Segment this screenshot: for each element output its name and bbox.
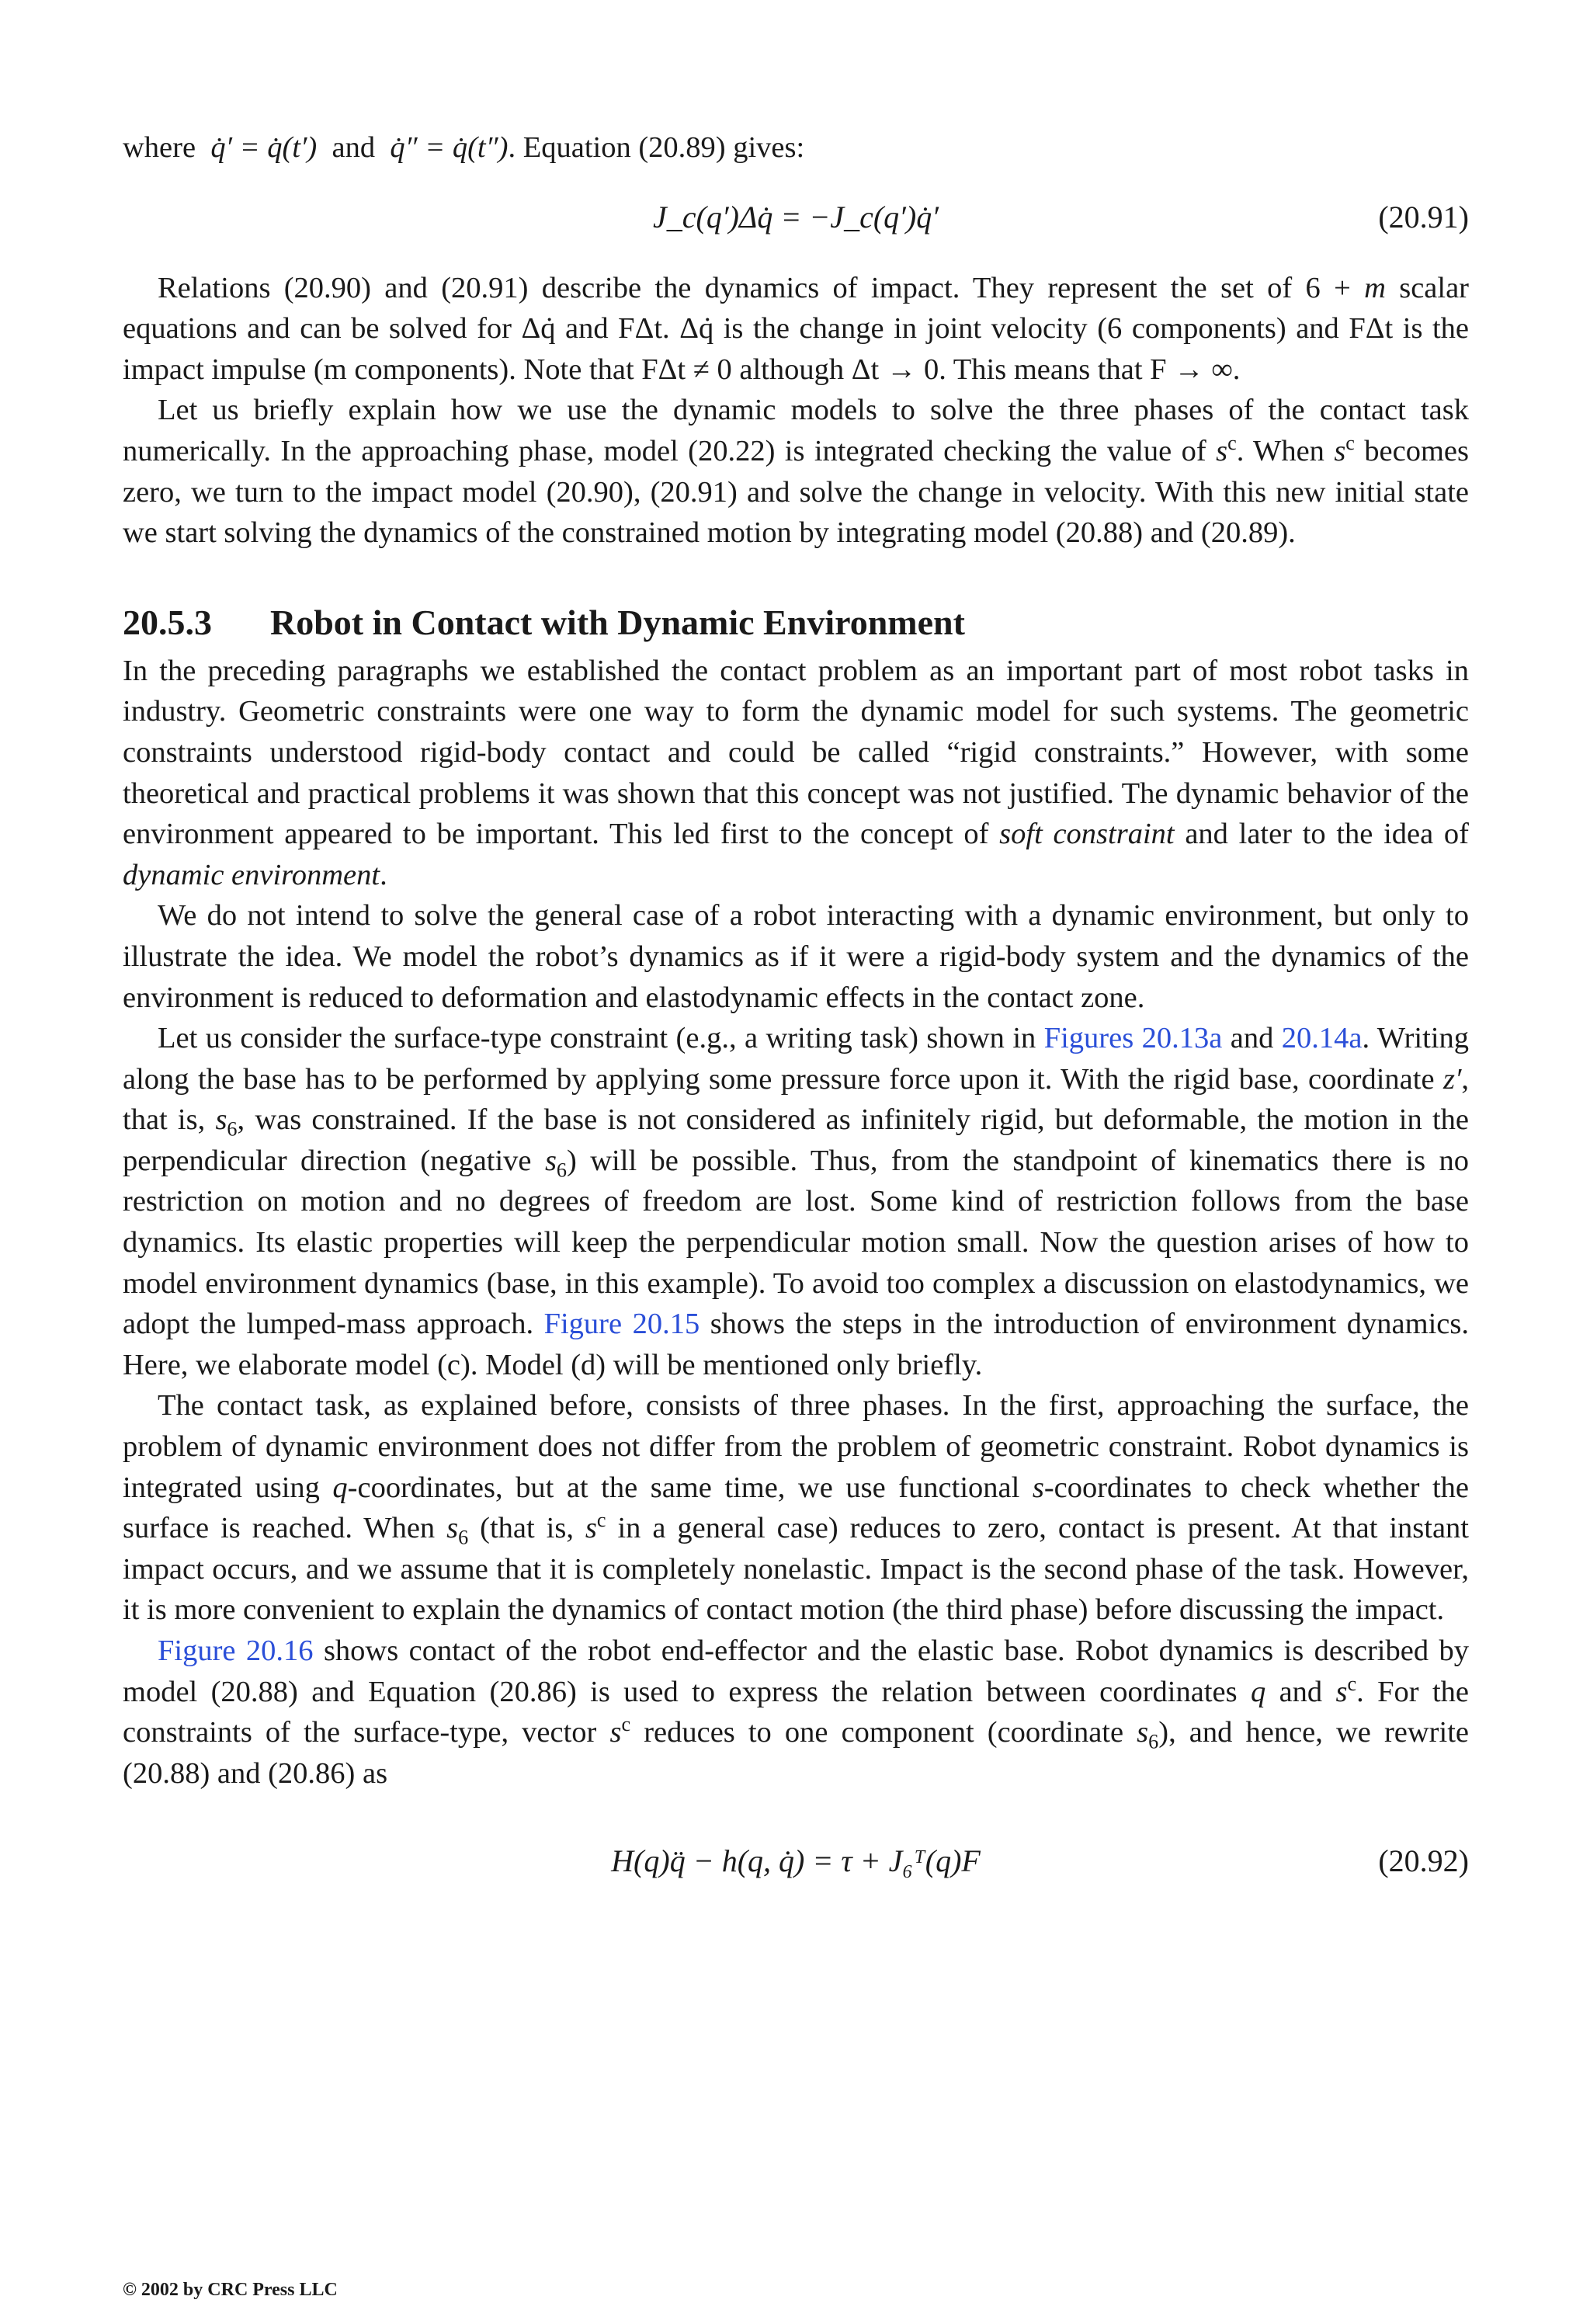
- para6-supc: c: [596, 1509, 606, 1532]
- paragraph-figure-20-16: [123, 1631, 1469, 1794]
- section-number: 20.5.3: [123, 602, 212, 642]
- para3-text-c: .: [380, 858, 387, 891]
- para6-q: q: [332, 1471, 348, 1504]
- equation-20-91: [123, 190, 1469, 245]
- copyright-footer: © 2002 by CRC Press LLC: [123, 2280, 338, 2300]
- equation-20-91-body: J_c(q′)Δq̇ = −J_c(q′)q̇′: [652, 199, 939, 234]
- para2-text-b: . When: [1236, 434, 1335, 467]
- section-heading: [123, 602, 1469, 643]
- para3-dynamic-environment: dynamic environment: [123, 858, 380, 891]
- page-body: [123, 116, 1469, 1888]
- paragraph-contact-task: [123, 1385, 1469, 1631]
- para7-sc1: s: [1335, 1675, 1348, 1708]
- intro-where: where: [123, 131, 196, 164]
- intro-def2: q̇″ = q̇(t″): [390, 131, 509, 164]
- para5-text-a: Let us consider the surface-type constraint (e.g., a writing task) shown in: [158, 1022, 1044, 1055]
- para6-sc: s: [585, 1512, 597, 1545]
- para2-sup: c: [1227, 432, 1237, 455]
- paragraph-impact-relations: [123, 268, 1469, 391]
- figure-20-13a-link[interactable]: Figures 20.13a: [1043, 1022, 1223, 1055]
- para7-sc2: s: [609, 1716, 622, 1749]
- equation-20-92-number: (20.92): [1378, 1843, 1469, 1879]
- para3-soft-constraint: soft constraint: [999, 818, 1175, 851]
- para3-text-a: In the preceding paragraphs we established the contact problem as an important part of most robot tasks in industry. Geometric constraints were one way to form the dynamic model for such systems. The geometric constraints understood rigid-body contact and could be called “rigid constraints.” However, with some theoretical and practical problems it was shown that this concept was not justified. The dynamic behavior of the environment appeared to be important. This led first to the concept of: [123, 654, 1469, 851]
- intro-and: and: [332, 131, 376, 164]
- para7-text-a: shows contact of the robot end-effector and the elastic base. Robot dynamics is described by model (20.88) and Equation (20.86) is used to express the relation between coordinates: [123, 1634, 1469, 1708]
- para7-supc2: c: [621, 1713, 631, 1736]
- para3-text-b: and later to the idea of: [1174, 818, 1470, 851]
- para5-z: z′: [1442, 1062, 1462, 1096]
- para5-text-e: , was constrained. If the base is not considered as infinitely rigid, but deformable, the motion in the perpendicular direction (negative: [123, 1103, 1469, 1177]
- para5-s6b: s: [544, 1144, 557, 1177]
- para7-text-b: and: [1265, 1675, 1336, 1708]
- para6-text-d: (that is,: [468, 1512, 585, 1545]
- figure-20-15-link[interactable]: Figure 20.15: [543, 1308, 700, 1341]
- para7-text-e: ), and hence, we rewrite (20.88) and (20.86) as: [123, 1716, 1469, 1790]
- para5-text-c: . Writing along the base has to be performed by applying some pressure force upon it. With the rigid base, coordinate: [123, 1022, 1470, 1096]
- para7-s6: s: [1137, 1716, 1149, 1749]
- section-title: Robot in Contact with Dynamic Environment: [270, 602, 965, 642]
- para6-s6: s: [446, 1512, 459, 1545]
- intro-line: [123, 127, 1469, 168]
- para5-text-d: , that is,: [123, 1062, 1469, 1137]
- para7-text-c: . For the constraints of the surface-type, vector: [123, 1675, 1469, 1749]
- para1-text-a: Relations (20.90) and (20.91) describe the dynamics of impact. They represent the set of 6 +: [158, 271, 1365, 304]
- para7-q: q: [1250, 1675, 1266, 1708]
- para5-s6a: s: [215, 1103, 227, 1137]
- para2-s: s: [1216, 434, 1228, 467]
- equation-20-92: [123, 1834, 1469, 1888]
- figure-20-16-link[interactable]: Figure 20.16: [158, 1634, 314, 1667]
- para6-text-c: -coordinates to check whether the surface is reached. When: [123, 1471, 1469, 1545]
- para6-s: s: [1032, 1471, 1044, 1504]
- figure-20-14a-link[interactable]: 20.14a: [1281, 1022, 1363, 1055]
- equation-20-91-number: (20.91): [1378, 199, 1469, 234]
- para6-text-a: The contact task, as explained before, consists of three phases. In the first, approaching the surface, the problem of dynamic environment does not differ from the problem of geometric constraint. Robot dynamics is integrated using: [123, 1389, 1469, 1504]
- para2-sup2: c: [1345, 432, 1355, 455]
- para6-sub6: 6: [458, 1526, 469, 1549]
- paragraph-illustrate: [123, 895, 1469, 1018]
- para5-text-f: ) will be possible. Thus, from the standpoint of kinematics there is no restriction on motion and no degrees of freedom are lost. Some kind of restriction follows from the base dynamics. Its elastic properties will keep the perpendicular motion small. Now the question arises of how to model environment dynamics (base, in this example). To avoid too complex a discussion on elastodynamics, we adopt the lumped-mass approach.: [123, 1144, 1469, 1341]
- intro-rest: . Equation (20.89) gives:: [508, 131, 805, 164]
- para6-text-e: in a general case) reduces to zero, contact is present. At that instant impact occurs, and we assume that it is completely nonelastic. Impact is the second phase of the task. However, it is more convenient to explain the dynamics of contact motion (the third phase) before discussing the impact.: [123, 1512, 1469, 1627]
- para5-sub6a: 6: [227, 1117, 238, 1141]
- paragraph-numerical-solution: [123, 390, 1469, 553]
- para2-text-c: becomes zero, we turn to the impact model (20.90), (20.91) and solve the change in velocity. With this new initial state we start solving the dynamics of the constrained motion by integrating model (20.88) and (20.89).: [123, 434, 1469, 550]
- para4-text: We do not intend to solve the general case of a robot interacting with a dynamic environment, but only to illustrate the idea. We model the robot’s dynamics as if it were a rigid-body system and the dynamics of the environment is reduced to deformation and elastodynamic effects in the contact zone.: [123, 899, 1469, 1014]
- para5-text-b: and: [1222, 1022, 1282, 1055]
- equation-20-92-body: H(q)q̈ − h(q, q̇) = τ + J₆ᵀ(q)F: [611, 1843, 981, 1879]
- para2-s2: s: [1334, 434, 1346, 467]
- para7-sub6: 6: [1148, 1730, 1159, 1753]
- para2-text-a: Let us briefly explain how we use the dynamic models to solve the three phases of the contact task numerically. In the approaching phase, model (20.22) is integrated checking the value of: [123, 394, 1469, 467]
- paragraph-preceding: [123, 651, 1469, 896]
- intro-def1: q̇′ = q̇(t′): [210, 131, 318, 164]
- para7-text-d: reduces to one component (coordinate: [630, 1716, 1137, 1749]
- para6-text-b: -coordinates, but at the same time, we use functional: [347, 1471, 1033, 1504]
- para1-m: m: [1364, 271, 1386, 304]
- para1-text-b: scalar equations and can be solved for Δq̇ and FΔt. Δq̇ is the change in joint velocity (6 components) and FΔt is the impact impulse (m components). Note that FΔt ≠ 0 although Δt → 0. This means that F → ∞.: [123, 271, 1469, 386]
- para5-text-g: shows the steps in the introduction of environment dynamics. Here, we elaborate model (c). Model (d) will be mentioned only briefly.: [123, 1308, 1469, 1381]
- para7-supc1: c: [1347, 1672, 1357, 1695]
- para5-sub6b: 6: [556, 1159, 568, 1182]
- paragraph-surface-constraint: [123, 1018, 1469, 1385]
